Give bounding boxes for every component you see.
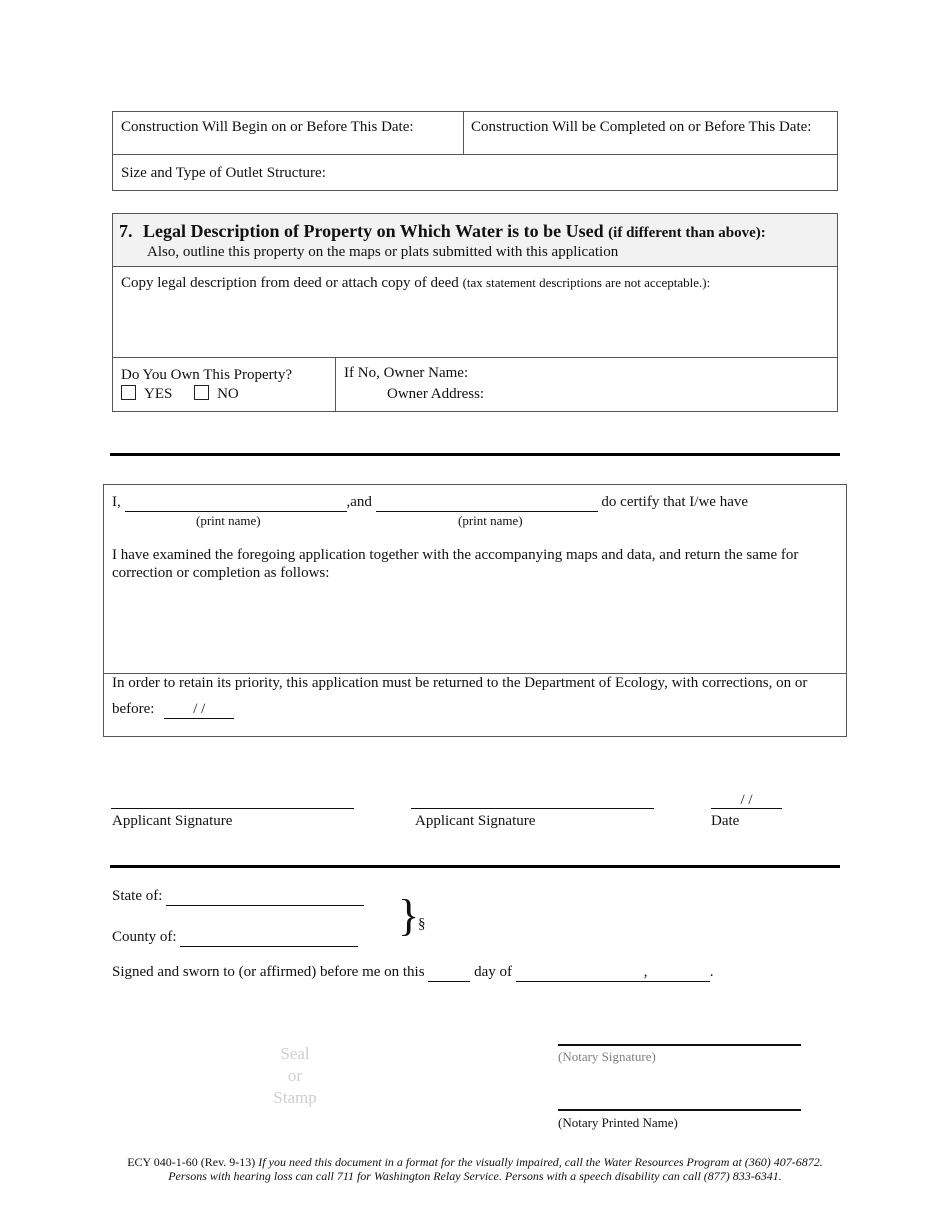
applicant-signature-1-line[interactable] xyxy=(111,808,354,809)
owner-name-field[interactable]: If No, Owner Name: xyxy=(344,365,469,381)
date-comma: , xyxy=(643,964,648,980)
no-label: NO xyxy=(217,386,239,402)
examined-text: I have examined the foregoing application together with the accompanying maps and data, and return the same for correction or completion as follows: xyxy=(112,547,799,581)
footer-line-1 xyxy=(0,1155,950,1170)
section-title: Legal Description of Property on Which Water is to be Used xyxy=(143,221,604,241)
no-checkbox[interactable] xyxy=(194,385,209,400)
notary-printed-name-line[interactable] xyxy=(558,1109,801,1111)
sworn-text: Signed and sworn to (or affirmed) before me on this xyxy=(112,964,425,980)
copy-note: (tax statement descriptions are not acceptable.): xyxy=(462,275,711,290)
applicant-signature-1-label: Applicant Signature xyxy=(112,813,233,829)
section-7-heading xyxy=(119,221,766,242)
seal-stamp-area xyxy=(255,1043,335,1109)
seal-or-text: or xyxy=(287,1066,303,1085)
table-divider xyxy=(463,112,464,154)
day-number-field[interactable] xyxy=(428,964,470,982)
brace: } xyxy=(398,891,420,940)
date-period: . xyxy=(709,964,714,980)
own-property-options xyxy=(121,385,239,403)
section-divider xyxy=(335,357,336,411)
before-line xyxy=(112,701,234,719)
applicant-signature-2-label: Applicant Signature xyxy=(415,813,536,829)
notary-signature-line[interactable] xyxy=(558,1044,801,1046)
outlet-structure-label: Size and Type of Outlet Structure: xyxy=(121,165,326,181)
and-text: ,and xyxy=(346,494,372,510)
yes-checkbox[interactable] xyxy=(121,385,136,400)
print-name-caption-1: (print name) xyxy=(196,513,261,528)
i-prefix: I, xyxy=(112,494,121,510)
section-7 xyxy=(112,213,838,412)
print-name-1-field[interactable] xyxy=(125,494,347,512)
table-divider xyxy=(113,154,837,155)
yes-label: YES xyxy=(144,386,173,402)
county-field[interactable] xyxy=(180,929,358,947)
state-field[interactable] xyxy=(166,888,364,906)
cert-divider xyxy=(104,673,846,674)
certification-box xyxy=(103,484,847,737)
section-number: 7. xyxy=(119,221,133,241)
section-title-suffix: (if different than above): xyxy=(608,225,766,241)
state-line xyxy=(112,888,364,906)
construction-complete-label: Construction Will be Completed on or Before This Date: xyxy=(471,119,812,135)
divider-rule xyxy=(110,865,840,868)
section-divider xyxy=(113,357,837,358)
section-subtitle: Also, outline this property on the maps or plats submitted with this application xyxy=(147,244,619,260)
section-symbol: § xyxy=(418,916,426,932)
section-7-header xyxy=(113,214,837,267)
footer-line-2: Persons with hearing loss can call 711 for Washington Relay Service. Persons with a speech disability can call (877) 833-6341. xyxy=(168,1169,782,1183)
county-label: County of: xyxy=(112,929,177,945)
notary-signature-label: (Notary Signature) xyxy=(558,1049,656,1064)
state-label: State of: xyxy=(112,888,163,904)
date-field[interactable]: / / xyxy=(711,792,782,809)
print-name-caption-2: (print name) xyxy=(458,513,523,528)
certify-text: do certify that I/we have xyxy=(601,494,749,510)
sworn-line xyxy=(112,964,713,982)
seal-text: Seal xyxy=(280,1044,310,1063)
retain-text: In order to retain its priority, this application must be returned to the Department of Ecology, with corrections, on or xyxy=(112,675,808,691)
day-text: day of xyxy=(474,964,512,980)
footer-accessibility-text: If you need this document in a format for the visually impaired, call the Water Resources Program at (360) 407-6872. xyxy=(258,1155,823,1169)
owner-address-field[interactable]: Owner Address: xyxy=(387,386,485,402)
construction-table xyxy=(112,111,838,191)
own-property-question: Do You Own This Property? xyxy=(121,367,292,383)
applicant-signature-2-line[interactable] xyxy=(411,808,654,809)
certify-line xyxy=(112,494,748,512)
copy-label: Copy legal description from deed or attach copy of deed xyxy=(121,275,459,291)
before-label: before: xyxy=(112,701,155,717)
print-name-2-field[interactable] xyxy=(376,494,598,512)
form-id: ECY 040-1-60 (Rev. 9-13) xyxy=(127,1155,256,1169)
month-year-field[interactable] xyxy=(516,964,710,982)
construction-begin-label: Construction Will Begin on or Before This Date: xyxy=(121,119,414,135)
legal-description-field[interactable] xyxy=(121,275,710,292)
notary-printed-name-label: (Notary Printed Name) xyxy=(558,1115,678,1130)
county-line xyxy=(112,929,358,947)
stamp-text: Stamp xyxy=(273,1088,317,1107)
date-label: Date xyxy=(711,813,740,829)
before-date-field[interactable]: / / xyxy=(164,701,234,719)
divider-rule xyxy=(110,453,840,456)
